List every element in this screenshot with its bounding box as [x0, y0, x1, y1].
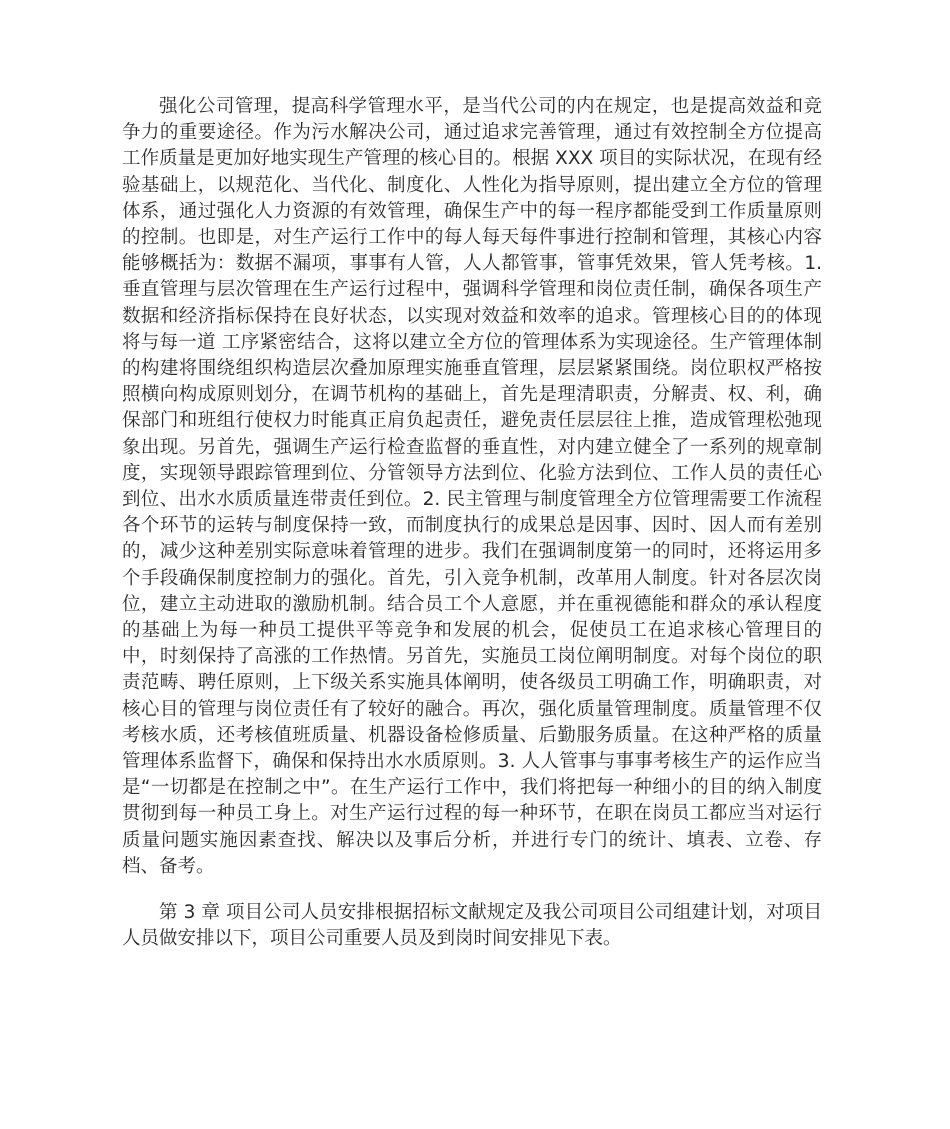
body-paragraph-chapter-3: 第 3 章 项目公司人员安排根据招标文献规定及我公司项目公司组建计划，对项目人员做安排以下，项目公司重要人员及到岗时间安排见下表。 [122, 902, 822, 950]
body-paragraph-management: 强化公司管理，提高科学管理水平，是当代公司的内在规定，也是提高效益和竞争力的重要途径。作为污水解决公司，通过追求完善管理，通过有效控制全方位提高工作质量是更加好地实现生产管理的核心目的。根据 XXX 项目的实际状况，在现有经验基础上，以规范化、当代化、制度化、人性化为指导原则，提出建立全方位的管理体系，通过强化人力资源的有效管理，确保生产中的每一程序都能受到工作质量原则的控制。也即是，对生产运行工作中的每人每天每件事进行控制和管理，其核心内容能够概括为：数据不漏项，事事有人管，人人都管事，管事凭效果，管人凭考核。1. 垂直管理与层次管理在生产运行过程中，强调科学管理和岗位责任制，确保各项生产数据和经济指标保持在良好状态，以实现对效益和效率的追求。管理核心目的的体现将与每一道 工序紧密结合，这将以建立全方位的管理体系为实现途径。生产管理体制的构建将围绕组织构造层次叠加原理实施垂直管理，层层紧紧围绕。岗位职权严格按照横向构成原则划分，在调节机构的基础上，首先是理清职责，分解责、权、利，确保部门和班组行使权力时能真正肩负起责任，避免责任层层往上推，造成管理松弛现象出现。另首先，强调生产运行检查监督的垂直性，对内建立健全了一系列的规章制度，实现领导跟踪管理到位、分管领导方法到位、化验方法到位、工作人员的责任心到位、出水水质质量连带责任到位。2. 民主管理与制度管理全方位管理需要工作流程各个环节的运转与制度保持一致，而制度执行的成果总是因事、因时、因人而有差别的，减少这种差别实际意味着管理的进步。我们在强调制度第一的同时，还将运用多个手段确保制度控制力的强化。首先，引入竞争机制，改革用人制度。针对各层次岗位，建立主动进取的激励机制。结合员工个人意愿，并在重视德能和群众的承认程度的基础上为每一种员工提供平等竞争和发展的机会，促使员工在追求核心管理目的中，时刻保持了高涨的工作热情。另首先，实施员工岗位阐明制度。对每个岗位的职责范畴、聘任原则，上下级关系实施具体阐明，使各级员工明确工作，明确职责，对核心目的管理与岗位责任有了较好的融合。再次，强化质量管理制度。质量管理不仅考核水质，还考核值班质量、机器设备检修质量、后勤服务质量。在这种严格的质量管理体系监督下，确保和保持出水水质原则。3. 人人管事与事事考核生产的运作应当是“一切都是在控制之中”。在生产运行工作中，我们将把每一种细小的目的纳入制度贯彻到每一种员工身上。对生产运行过程的每一种环节，在职在岗员工都应当对运行质量问题实施因素查找、解决以及事后分析，并进行专门的统计、填表、立卷、存档、备考。 [122, 96, 822, 877]
document-body [122, 94, 822, 953]
